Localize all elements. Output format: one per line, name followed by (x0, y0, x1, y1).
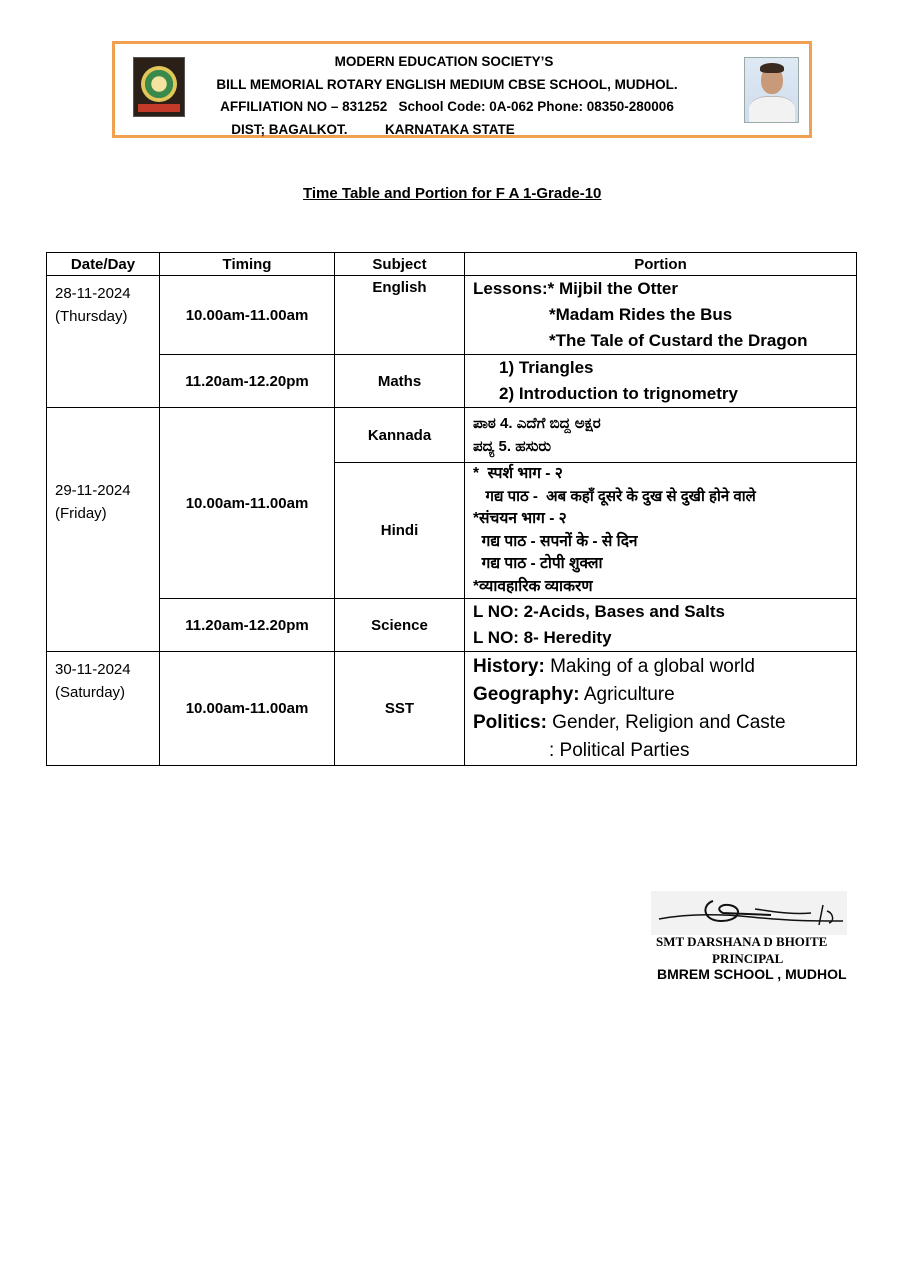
header-subject: Subject (335, 253, 465, 276)
document-title: Time Table and Portion for F A 1-Grade-10 (303, 185, 602, 202)
table-header-row (47, 253, 857, 276)
timing-cell: 10.00am-11.00am (160, 652, 335, 766)
principal-designation: PRINCIPAL (712, 951, 784, 966)
principal-name: SMT DARSHANA D BHOITE (656, 934, 828, 949)
table-row (47, 652, 857, 766)
portion-cell: History: Making of a global world Geography: Agriculture Politics: Gender, Religion and Caste : Political Parties (465, 652, 857, 766)
portion-cell: Lessons:* Mijbil the Otter *Madam Rides the Bus *The Tale of Custard the Dragon (465, 276, 857, 355)
table-row (47, 408, 857, 463)
timing-cell: 11.20am-12.20pm (160, 355, 335, 408)
header-portion: Portion (465, 253, 857, 276)
subject-cell: Science (335, 599, 465, 652)
subject-cell: SST (335, 652, 465, 766)
school-short-name: BMREM SCHOOL , MUDHOL (657, 966, 847, 982)
timing-cell: 10.00am-11.00am (160, 276, 335, 355)
date-cell: 28-11-2024 (Thursday) (47, 276, 160, 408)
table-row (47, 599, 857, 652)
table-row (47, 355, 857, 408)
district-line: DIST; BAGALKOT. KARNATAKA STATE (231, 122, 515, 137)
portion-cell: 1) Triangles 2) Introduction to trignometry (465, 355, 857, 408)
principal-photo (744, 57, 799, 123)
society-name: MODERN EDUCATION SOCIETY’S (334, 54, 554, 69)
header-date: Date/Day (47, 253, 160, 276)
portion-cell: ಪಾಠ 4. ಎದೆಗೆ ಬಿದ್ದ ಅಕ್ಷರ ಪದ್ಯ 5. ಹಸುರು (465, 408, 857, 463)
date-cell: 29-11-2024 (Friday) (47, 408, 160, 652)
subject-cell: Hindi (335, 463, 465, 599)
principal-signature (651, 891, 847, 935)
school-name: BILL MEMORIAL ROTARY ENGLISH MEDIUM CBSE SCHOOL, MUDHOL. (216, 77, 678, 92)
timing-cell: 10.00am-11.00am (160, 408, 335, 599)
portion-cell: L NO: 2-Acids, Bases and Salts L NO: 8- Heredity (465, 599, 857, 652)
school-header (112, 41, 812, 138)
header-timing: Timing (160, 253, 335, 276)
portion-cell: * स्पर्श भाग - २ गद्य पाठ - अब कहाँ दूसरे के दुख से दुखी होने वाले *संचयन भाग - २ गद्य पाठ - सपनों के - से दिन गद्य पाठ - टोपी शुक्ला *व्यावहारिक व्याकरण (465, 463, 857, 599)
subject-cell: Kannada (335, 408, 465, 463)
table-row (47, 276, 857, 355)
timing-cell: 11.20am-12.20pm (160, 599, 335, 652)
timetable (46, 252, 857, 766)
affiliation-line: AFFILIATION NO – 831252 School Code: 0A-062 Phone: 08350-280006 (220, 99, 674, 114)
date-cell: 30-11-2024 (Saturday) (47, 652, 160, 766)
subject-cell: Maths (335, 355, 465, 408)
subject-cell: English (335, 276, 465, 355)
